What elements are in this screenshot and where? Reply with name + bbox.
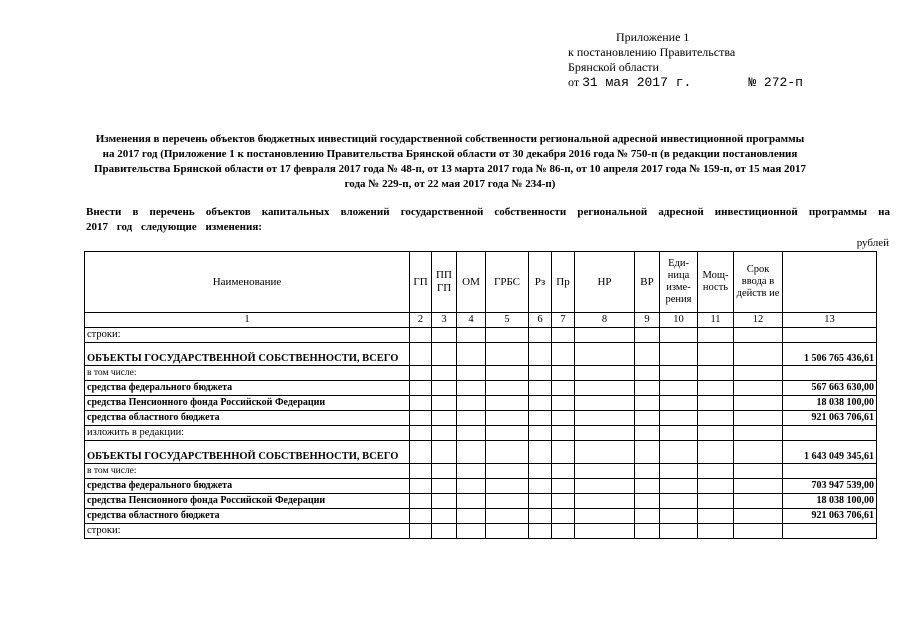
appendix-line-2: к постановлению Правительства (568, 45, 736, 59)
table-row (85, 381, 877, 396)
column-number: 5 (486, 313, 529, 328)
row-label: в том числе: (85, 366, 410, 381)
column-number: 2 (410, 313, 432, 328)
appendix-block (568, 30, 803, 90)
column-number: 8 (575, 313, 635, 328)
row-label: средства Пенсионного фонда Российской Федерации (85, 494, 410, 509)
header-om: ОМ (457, 252, 486, 313)
header-nr: НР (575, 252, 635, 313)
units-label: рублей (856, 237, 889, 249)
table-row (85, 509, 877, 524)
header-term: Срок ввода в действ ие (734, 252, 783, 313)
appendix-date-line (568, 75, 803, 90)
row-label: средства областного бюджета (85, 509, 410, 524)
document-heading: Изменения в перечень объектов бюджетных инвестиций государственной собственности региональной адресной инвестиционной программы на 2017 год (Приложение 1 к постановлению Правительства Брянской области от 30 декабря 2016 года № 750-п (в редакции постановления Правительства Брянской области от 17 февраля 2017 года № 48-п, от 13 марта 2017 года № 86-п, от 10 апреля 2017 года № 159-п, от 15 мая 2017 года № 229-п, от 22 мая 2017 года № 234-п) (93, 133, 807, 190)
table-row (85, 426, 877, 441)
row-value: 567 663 630,00 (783, 381, 877, 396)
header-pr: Пр (552, 252, 575, 313)
row-value: 1 506 765 436,61 (783, 343, 877, 366)
table-row (85, 411, 877, 426)
column-number-row (85, 313, 877, 328)
header-grbs: ГРБС (486, 252, 529, 313)
header-amount (783, 252, 877, 313)
table-header-row (85, 252, 877, 313)
table-row (85, 343, 877, 366)
row-label: строки: (85, 328, 410, 343)
table-row (85, 396, 877, 411)
row-value: 921 063 706,61 (783, 509, 877, 524)
row-label: изложить в редакции: (85, 426, 410, 441)
row-value: 921 063 706,61 (783, 411, 877, 426)
row-value: 1 643 049 345,61 (783, 441, 877, 464)
appendix-line-3: Брянской области (568, 60, 659, 74)
column-number: 12 (734, 313, 783, 328)
table-row (85, 328, 877, 343)
investment-table (84, 251, 877, 539)
table-row (85, 366, 877, 381)
row-label: средства областного бюджета (85, 411, 410, 426)
row-value: 703 947 539,00 (783, 479, 877, 494)
header-power: Мощ- ность (698, 252, 734, 313)
row-value: 18 038 100,00 (783, 494, 877, 509)
header-vr: ВР (635, 252, 660, 313)
column-number: 10 (660, 313, 698, 328)
appendix-title: Приложение 1 (616, 30, 690, 44)
appendix-number: № 272-п (748, 75, 803, 90)
table-row (85, 494, 877, 509)
intro-paragraph: Внести в перечень объектов капитальных вложений государственной собственности региональной адресной инвестиционной программы на 2017 год следующие изменения: (86, 206, 890, 233)
row-label: в том числе: (85, 464, 410, 479)
column-number: 7 (552, 313, 575, 328)
header-pp-gp: ПП ГП (432, 252, 457, 313)
column-number: 13 (783, 313, 877, 328)
row-label: строки: (85, 524, 410, 539)
header-unit: Еди- ница изме- рения (660, 252, 698, 313)
table-row (85, 479, 877, 494)
column-number: 1 (85, 313, 410, 328)
table-row (85, 464, 877, 479)
table-row (85, 441, 877, 464)
row-label: средства федерального бюджета (85, 479, 410, 494)
header-name: Наименование (85, 252, 410, 313)
column-number: 6 (529, 313, 552, 328)
row-label: средства Пенсионного фонда Российской Федерации (85, 396, 410, 411)
column-number: 4 (457, 313, 486, 328)
header-gp: ГП (410, 252, 432, 313)
column-number: 3 (432, 313, 457, 328)
column-number: 9 (635, 313, 660, 328)
row-label: средства федерального бюджета (85, 381, 410, 396)
row-value: 18 038 100,00 (783, 396, 877, 411)
row-label: ОБЪЕКТЫ ГОСУДАРСТВЕННОЙ СОБСТВЕННОСТИ, ВСЕГО (85, 441, 410, 464)
column-number: 11 (698, 313, 734, 328)
header-rz: Рз (529, 252, 552, 313)
appendix-date: 31 мая 2017 г. (582, 75, 692, 90)
table-row (85, 524, 877, 539)
row-label: ОБЪЕКТЫ ГОСУДАРСТВЕННОЙ СОБСТВЕННОСТИ, ВСЕГО (85, 343, 410, 366)
appendix-date-prefix: от (568, 75, 580, 89)
